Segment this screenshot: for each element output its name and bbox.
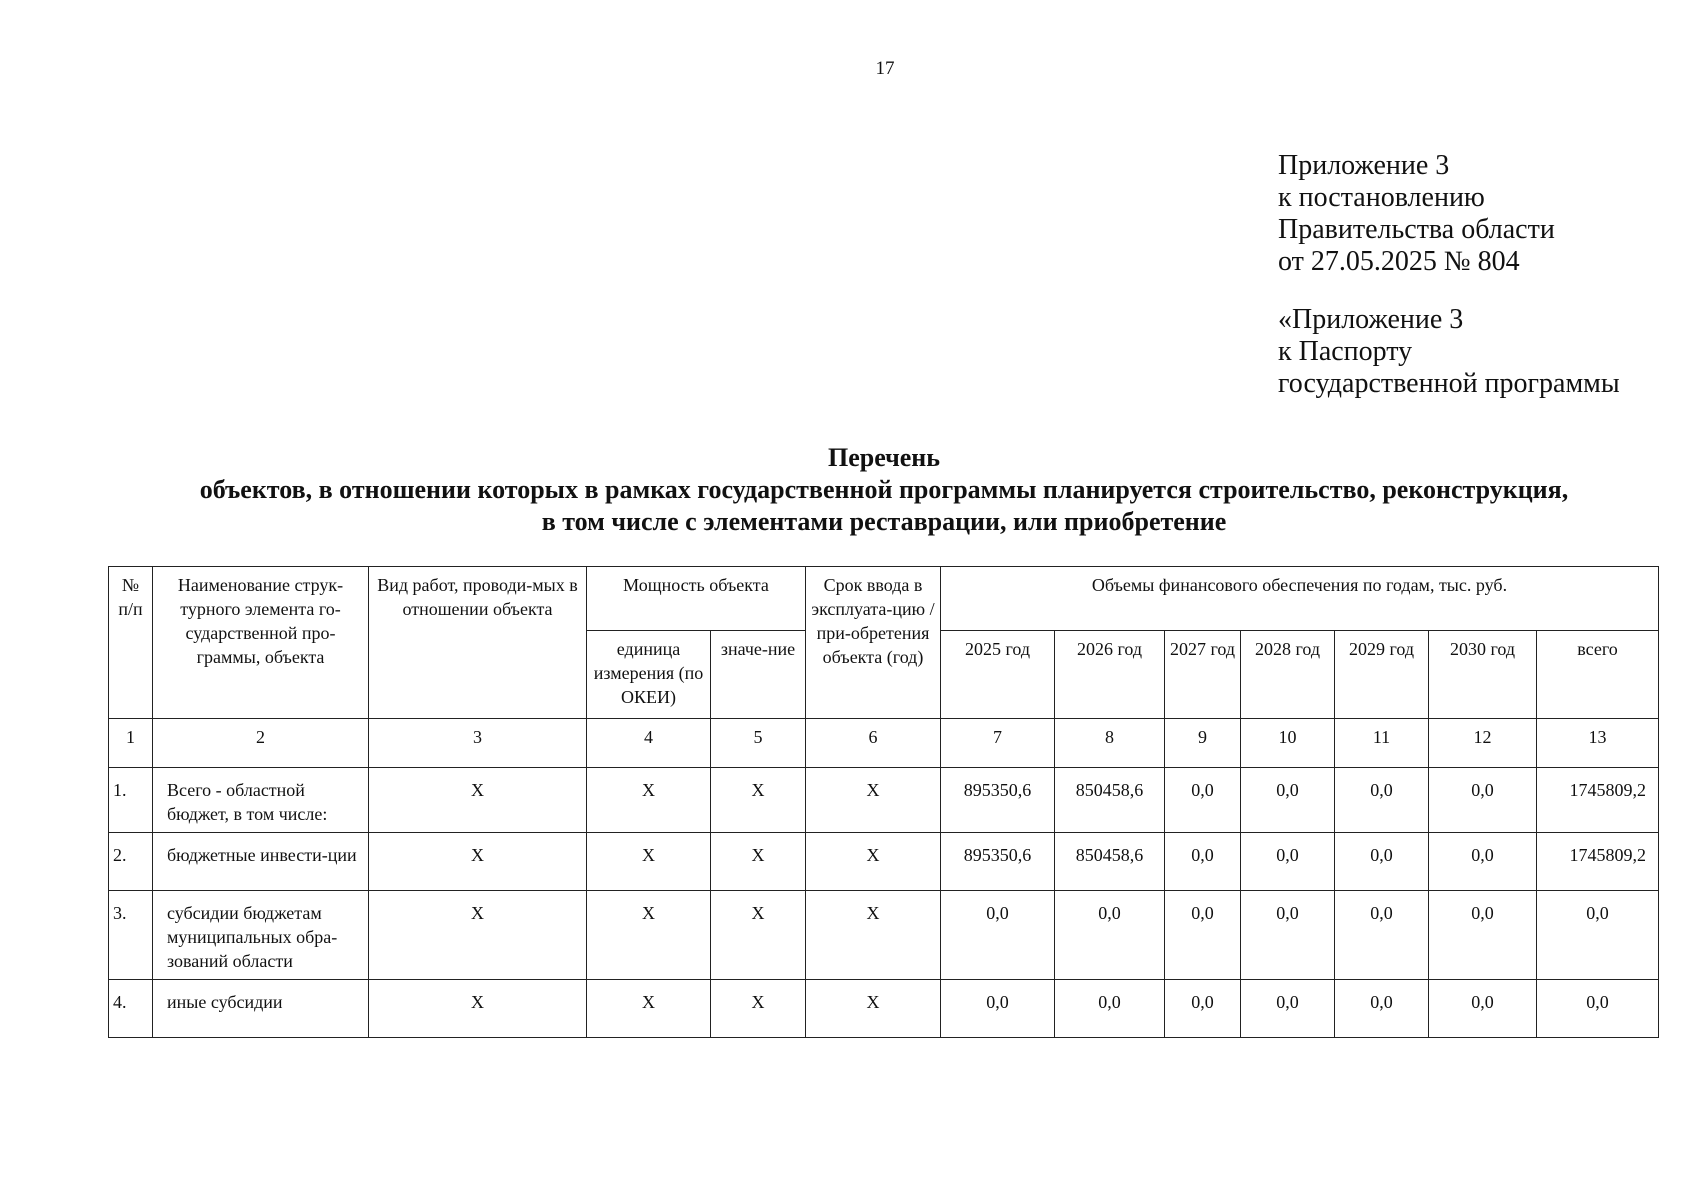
row-value: Х	[711, 891, 806, 980]
row-total: 1745809,2	[1537, 833, 1659, 891]
column-number: 10	[1241, 719, 1335, 768]
row-work-type: Х	[369, 980, 587, 1038]
table-row	[109, 891, 1659, 980]
header-value: значе-ние	[711, 631, 806, 719]
header-2029: 2029 год	[1335, 631, 1429, 719]
row-unit: Х	[587, 833, 711, 891]
row-work-type: Х	[369, 833, 587, 891]
row-2025: 895350,6	[941, 833, 1055, 891]
row-2026: 850458,6	[1055, 833, 1165, 891]
row-work-type: Х	[369, 891, 587, 980]
row-num: 1.	[109, 768, 153, 833]
column-number: 4	[587, 719, 711, 768]
column-number: 2	[153, 719, 369, 768]
row-2027: 0,0	[1165, 891, 1241, 980]
row-unit: Х	[587, 980, 711, 1038]
row-value: Х	[711, 833, 806, 891]
row-2028: 0,0	[1241, 768, 1335, 833]
column-number: 6	[806, 719, 941, 768]
row-2028: 0,0	[1241, 891, 1335, 980]
row-2027: 0,0	[1165, 768, 1241, 833]
column-number: 1	[109, 719, 153, 768]
row-2027: 0,0	[1165, 833, 1241, 891]
row-name: бюджетные инвести-ции	[153, 833, 369, 891]
row-2026: 0,0	[1055, 891, 1165, 980]
column-number: 5	[711, 719, 806, 768]
appendix-line: к Паспорту	[1278, 336, 1413, 367]
row-name: Всего - областной бюджет, в том числе:	[153, 768, 369, 833]
header-2030: 2030 год	[1429, 631, 1537, 719]
appendix-line: Приложение 3	[1278, 150, 1450, 181]
row-2025: 0,0	[941, 980, 1055, 1038]
row-2029: 0,0	[1335, 768, 1429, 833]
table-row	[109, 980, 1659, 1038]
row-total: 0,0	[1537, 891, 1659, 980]
row-2029: 0,0	[1335, 833, 1429, 891]
row-deadline: Х	[806, 833, 941, 891]
appendix-header	[1278, 150, 1620, 426]
row-unit: Х	[587, 891, 711, 980]
row-num: 3.	[109, 891, 153, 980]
row-name: субсидии бюджетам муниципальных обра-зований области	[153, 891, 369, 980]
row-2029: 0,0	[1335, 891, 1429, 980]
row-2025: 895350,6	[941, 768, 1055, 833]
header-work-type: Вид работ, проводи-мых в отношении объекта	[369, 567, 587, 719]
title-line: в том числе с элементами реставрации, или приобретение	[541, 507, 1227, 536]
row-total: 1745809,2	[1537, 768, 1659, 833]
row-num: 2.	[109, 833, 153, 891]
row-name: иные субсидии	[153, 980, 369, 1038]
row-2028: 0,0	[1241, 833, 1335, 891]
header-2026: 2026 год	[1055, 631, 1165, 719]
column-number: 13	[1537, 719, 1659, 768]
column-number-row	[109, 719, 1659, 768]
table-row	[109, 768, 1659, 833]
row-deadline: Х	[806, 768, 941, 833]
title-line: объектов, в отношении которых в рамках государственной программы планируется строительство, реконструкция,	[199, 475, 1569, 504]
title-line: Перечень	[827, 443, 941, 472]
appendix-resolution-block	[1278, 150, 1620, 278]
row-work-type: Х	[369, 768, 587, 833]
document-title	[100, 442, 1668, 538]
appendix-line: от 27.05.2025 № 804	[1278, 246, 1520, 277]
row-deadline: Х	[806, 891, 941, 980]
appendix-line: Правительства области	[1278, 214, 1555, 245]
header-finance: Объемы финансового обеспечения по годам, тыс. руб.	[941, 567, 1659, 631]
appendix-passport-block	[1278, 304, 1620, 400]
row-2025: 0,0	[941, 891, 1055, 980]
objects-table	[108, 566, 1659, 1038]
column-number: 12	[1429, 719, 1537, 768]
appendix-line: государственной программы	[1278, 368, 1620, 399]
header-deadline: Срок ввода в эксплуата-цию / при-обретения объекта (год)	[806, 567, 941, 719]
header-2025: 2025 год	[941, 631, 1055, 719]
page-number: 17	[875, 58, 895, 79]
column-number: 11	[1335, 719, 1429, 768]
row-total: 0,0	[1537, 980, 1659, 1038]
row-deadline: Х	[806, 980, 941, 1038]
row-2030: 0,0	[1429, 833, 1537, 891]
column-number: 9	[1165, 719, 1241, 768]
appendix-line: «Приложение 3	[1278, 304, 1464, 335]
header-2027: 2027 год	[1165, 631, 1241, 719]
header-name: Наименование струк-турного элемента го-сударственной про-граммы, объекта	[153, 567, 369, 719]
row-unit: Х	[587, 768, 711, 833]
row-2028: 0,0	[1241, 980, 1335, 1038]
row-value: Х	[711, 768, 806, 833]
column-number: 7	[941, 719, 1055, 768]
row-2026: 850458,6	[1055, 768, 1165, 833]
row-2027: 0,0	[1165, 980, 1241, 1038]
table-row	[109, 833, 1659, 891]
appendix-line: к постановлению	[1278, 182, 1485, 213]
row-2026: 0,0	[1055, 980, 1165, 1038]
row-2029: 0,0	[1335, 980, 1429, 1038]
row-2030: 0,0	[1429, 891, 1537, 980]
column-number: 8	[1055, 719, 1165, 768]
header-num: № п/п	[109, 567, 153, 719]
row-num: 4.	[109, 980, 153, 1038]
header-total: всего	[1537, 631, 1659, 719]
row-2030: 0,0	[1429, 980, 1537, 1038]
header-capacity: Мощность объекта	[587, 567, 806, 631]
header-2028: 2028 год	[1241, 631, 1335, 719]
row-value: Х	[711, 980, 806, 1038]
header-unit: единица измерения (по ОКЕИ)	[587, 631, 711, 719]
column-number: 3	[369, 719, 587, 768]
row-2030: 0,0	[1429, 768, 1537, 833]
table-header-row	[109, 567, 1659, 631]
